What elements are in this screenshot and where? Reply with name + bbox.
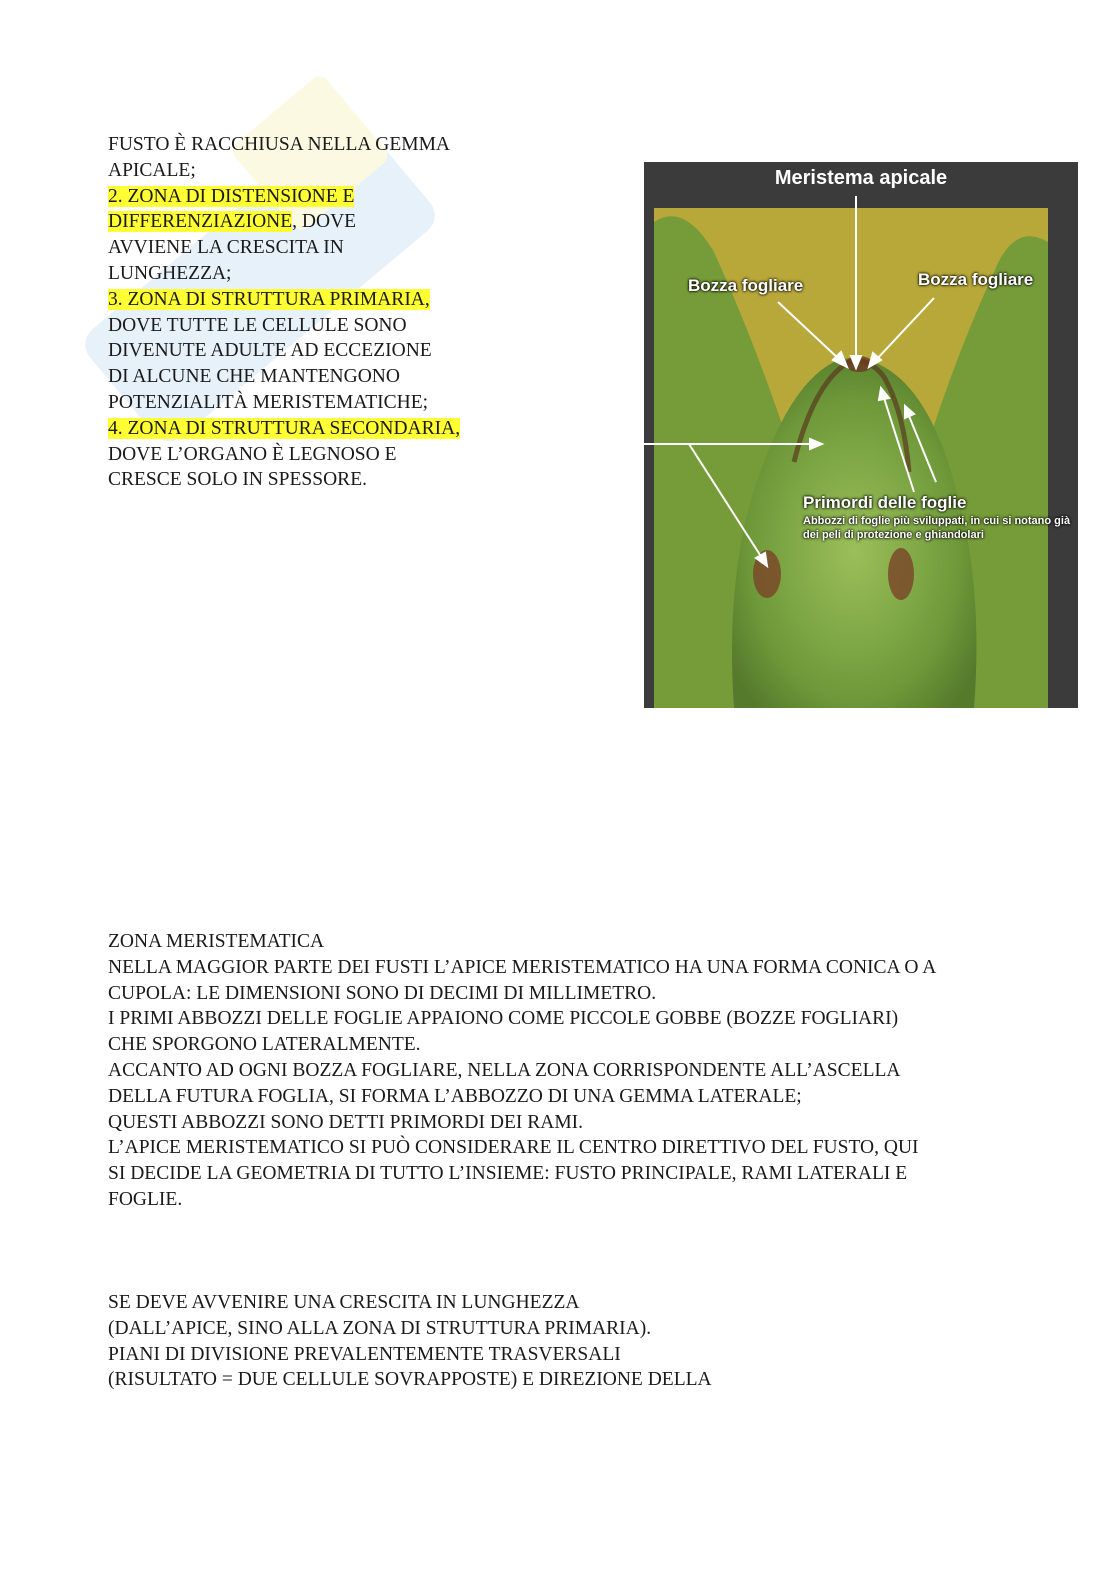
highlighted-text: DIFFERENZIAZIONE [108,211,293,233]
left-text-line [108,442,528,468]
line-text: APICALE; [108,159,196,181]
zona-text-line: SI DECIDE LA GEOMETRIA DI TUTTO L’INSIEME: FUSTO PRINCIPALE, RAMI LATERALI E [108,1163,908,1185]
section-zona-meristematica [108,929,1078,1213]
line-text: DOVE L’ORGANO È LEGNOSO E [108,443,397,465]
zona-text-line: DELLA FUTURA FOGLIA, SI FORMA L’ABBOZZO DI UNA GEMMA LATERALE; [108,1085,802,1107]
label-bozza-fogliare-right: Bozza fogliare [918,270,1034,289]
left-text-line [108,287,528,313]
left-text-line [108,313,528,339]
zona-text-line: L’APICE MERISTEMATICO SI PUÒ CONSIDERARE IL CENTRO DIRETTIVO DEL FUSTO, QUI [108,1137,919,1159]
highlighted-text: 2. ZONA DI DISTENSIONE E [108,185,355,207]
left-text-line [108,364,528,390]
line-text: AVVIENE LA CRESCITA IN [108,237,344,259]
zona-text-line: QUESTI ABBOZZI SONO DETTI PRIMORDI DEI RAMI. [108,1111,584,1133]
line-text: FUSTO È RACCHIUSA NELLA GEMMA [108,134,451,155]
zona-text-line: NELLA MAGGIOR PARTE DEI FUSTI L’APICE MERISTEMATICO HA UNA FORMA CONICA O A [108,956,937,978]
label-primordi: Primordi delle foglie [803,493,967,512]
left-text-line [108,338,528,364]
left-text-line [108,132,528,158]
crescita-text-line: (RISULTATO = DUE CELLULE SOVRAPPOSTE) E DIREZIONE DELLA [108,1369,712,1391]
line-text: CRESCE SOLO IN SPESSORE. [108,469,367,491]
left-text-column [108,132,528,493]
micrograph-image [644,162,1078,708]
line-text-rest: , DOVE [292,211,357,233]
figure-title: Meristema apicale [774,167,948,189]
left-text-line [108,467,528,493]
left-text-line [108,158,528,184]
zona-text-line: ZONA MERISTEMATICA [108,931,325,952]
zona-text-line: ACCANTO AD OGNI BOZZA FOGLIARE, NELLA ZONA CORRISPONDENTE ALL’ASCELLA [108,1059,901,1081]
crescita-text-line: SE DEVE AVVENIRE UNA CRESCITA IN LUNGHEZZA [108,1292,580,1313]
left-text-line [108,390,528,416]
crescita-text-line: (DALL’APICE, SINO ALLA ZONA DI STRUTTURA PRIMARIA). [108,1317,652,1339]
highlighted-text: 3. ZONA DI STRUTTURA PRIMARIA, [108,288,430,310]
left-text-line [108,261,528,287]
line-text: DI ALCUNE CHE MANTENGONO [108,366,400,388]
line-text: LUNGHEZZA; [108,262,232,284]
left-text-line [108,416,528,442]
left-text-line [108,209,528,235]
line-text: DOVE TUTTE LE CELLULE SONO [108,314,407,336]
zona-text-line: I PRIMI ABBOZZI DELLE FOGLIE APPAIONO COME PICCOLE GOBBE (BOZZE FOGLIARI) [108,1008,899,1030]
left-text-line [108,235,528,261]
highlighted-text: 4. ZONA DI STRUTTURA SECONDARIA, [108,417,461,439]
left-text-line [108,184,528,210]
label-primordi-description: Abbozzi di foglie più sviluppati, in cui si notano già dei peli di protezione e ghiandolari [803,515,1071,541]
zona-text-line: CUPOLA: LE DIMENSIONI SONO DI DECIMI DI MILLIMETRO. [108,982,657,1004]
line-text: POTENZIALITÀ MERISTEMATICHE; [108,391,429,413]
label-bozza-fogliare-left: Bozza fogliare [688,276,804,295]
meristem-figure [644,162,1078,708]
zona-text-line: CHE SPORGONO LATERALMENTE. [108,1034,421,1056]
crescita-text-line: PIANI DI DIVISIONE PREVALENTEMENTE TRASVERSALI [108,1343,621,1365]
line-text: DIVENUTE ADULTE AD ECCEZIONE [108,340,432,362]
section-crescita [108,1290,1078,1393]
zona-text-line: FOGLIE. [108,1188,183,1210]
